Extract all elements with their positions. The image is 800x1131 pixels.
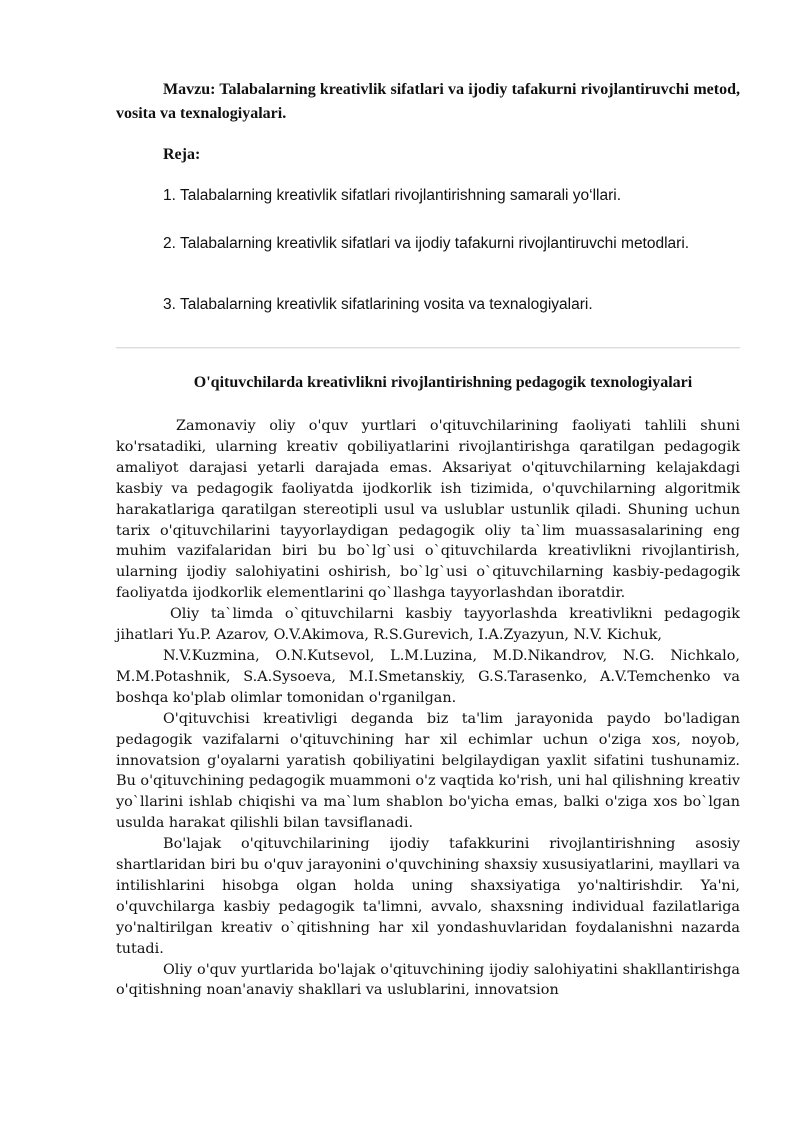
section-heading: O'qituvchilarda kreativlikni rivojlantirishning pedagogik texnologiyalari	[193, 374, 693, 391]
paragraph: O'qituvchisi kreativligi deganda biz ta'lim jarayonida paydo bo'ladigan pedagogik vazifalarni o'qituvchining har xil echimlar uchun o'ziga xos, noyob, innovatsion g'oyalarni yaratish qobiliyatini belgilaydigan yaxlit sifatini tushunamiz. Bu o'qituvchining pedagogik muammoni o'z vaqtida ko'rish, uni hal qilishning kreativ yo`llarini ishlab chiqishi va ma`lum shablon bo'yicha emas, balki o'ziga xos bo`lgan usulda harakat qilishli bilan tavsiflanadi.	[116, 710, 740, 832]
paragraph: Bo'lajak o'qituvchilarining ijodiy tafakkurini rivojlantirishning asosiy shartlaridan biri bu o'quv jarayonini o'quvchining shaxsiy xususiyatlarini, mayllari va intilishlarini hisobga olgan holda uning shaxsiyatiga yo'naltirishdir. Ya'ni, o'quvchilarga kasbiy pedagogik ta'limni, avvalo, shaxsning individual fazilatlariga yo'naltirilgan kreativ o`qitishning har xil yondashuvlaridan foydalanishni nazarda tutadi.	[116, 836, 740, 957]
section-divider	[116, 347, 740, 348]
section-body	[116, 416, 740, 1001]
plan-item-1: 1. Talabalarning kreativlik sifatlari rivojlantirishning samarali yo‘llari.	[163, 187, 622, 204]
paragraph: Zamonaviy oliy o'quv yurtlari o'qituvchilarining faoliyati tahlili shuni ko'rsatadiki, ularning kreativ qobiliyatlarini rivojlantirishga qaratilgan pedagogik amaliyot darajasi yetarli darajada emas. Aksariyat o'qituvchilarning kelajakdagi kasbiy va pedagogik faoliyatda ijodkorlik ish tizimida, o'quvchilarning algoritmik harakatlariga qaratilgan stereotipli usul va uslublar ustunlik qiladi. Shuning uchun tarix o'qituvchilarini tayyorlaydigan pedagogik oliy ta`lim muassasalarining eng muhim vazifalaridan biri bu bo`lg`usi o`qituvchilarda kreativlikni rivojlantirish, ularning ijodiy salohiyatini oshirish, bo`lg`usi o`qituvchilarning kasbiy-pedagogik faoliyatda ijodkorlik elementlarini qo`llashga tayyorlashdan iboratdir.	[116, 418, 740, 602]
paragraph: N.V.Kuzmina, O.N.Kutsevol, L.M.Luzina, M.D.Nikandrov, N.G. Nichkalo, M.M.Potashnik, S.A.Sysoeva, M.I.Smetanskiy, G.S.Tarasenko, A.V.Temchenko va boshqa ko'plab olimlar tomonidan o'rganilgan.	[116, 647, 740, 706]
plan-title: Reja:	[163, 146, 201, 163]
document-topic: Mavzu: Talabalarning kreativlik sifatlari va ijodiy tafakurni rivojlantiruvchi metod, vosita va texnalogiyalari.	[116, 81, 740, 122]
paragraph: Oliy o'quv yurtlarida bo'lajak o'qituvchining ijodiy salohiyatini shakllantirishga o'qitishning noan'anaviy shakllari va uslublarini, innovatsion	[116, 961, 740, 999]
plan-item-2: 2. Talabalarning kreativlik sifatlari va ijodiy tafakurni rivojlantiruvchi metodlari.	[163, 235, 690, 252]
paragraph: Oliy ta`limda o`qituvchilarni kasbiy tayyorlashda kreativlikni pedagogik jihatlari Yu.P. Azarov, O.V.Akimova, R.S.Gurevich, I.A.Zyazyun, N.V. Kichuk,	[116, 606, 740, 644]
plan-item-3: 3. Talabalarning kreativlik sifatlarining vosita va texnalogiyalari.	[163, 296, 593, 313]
